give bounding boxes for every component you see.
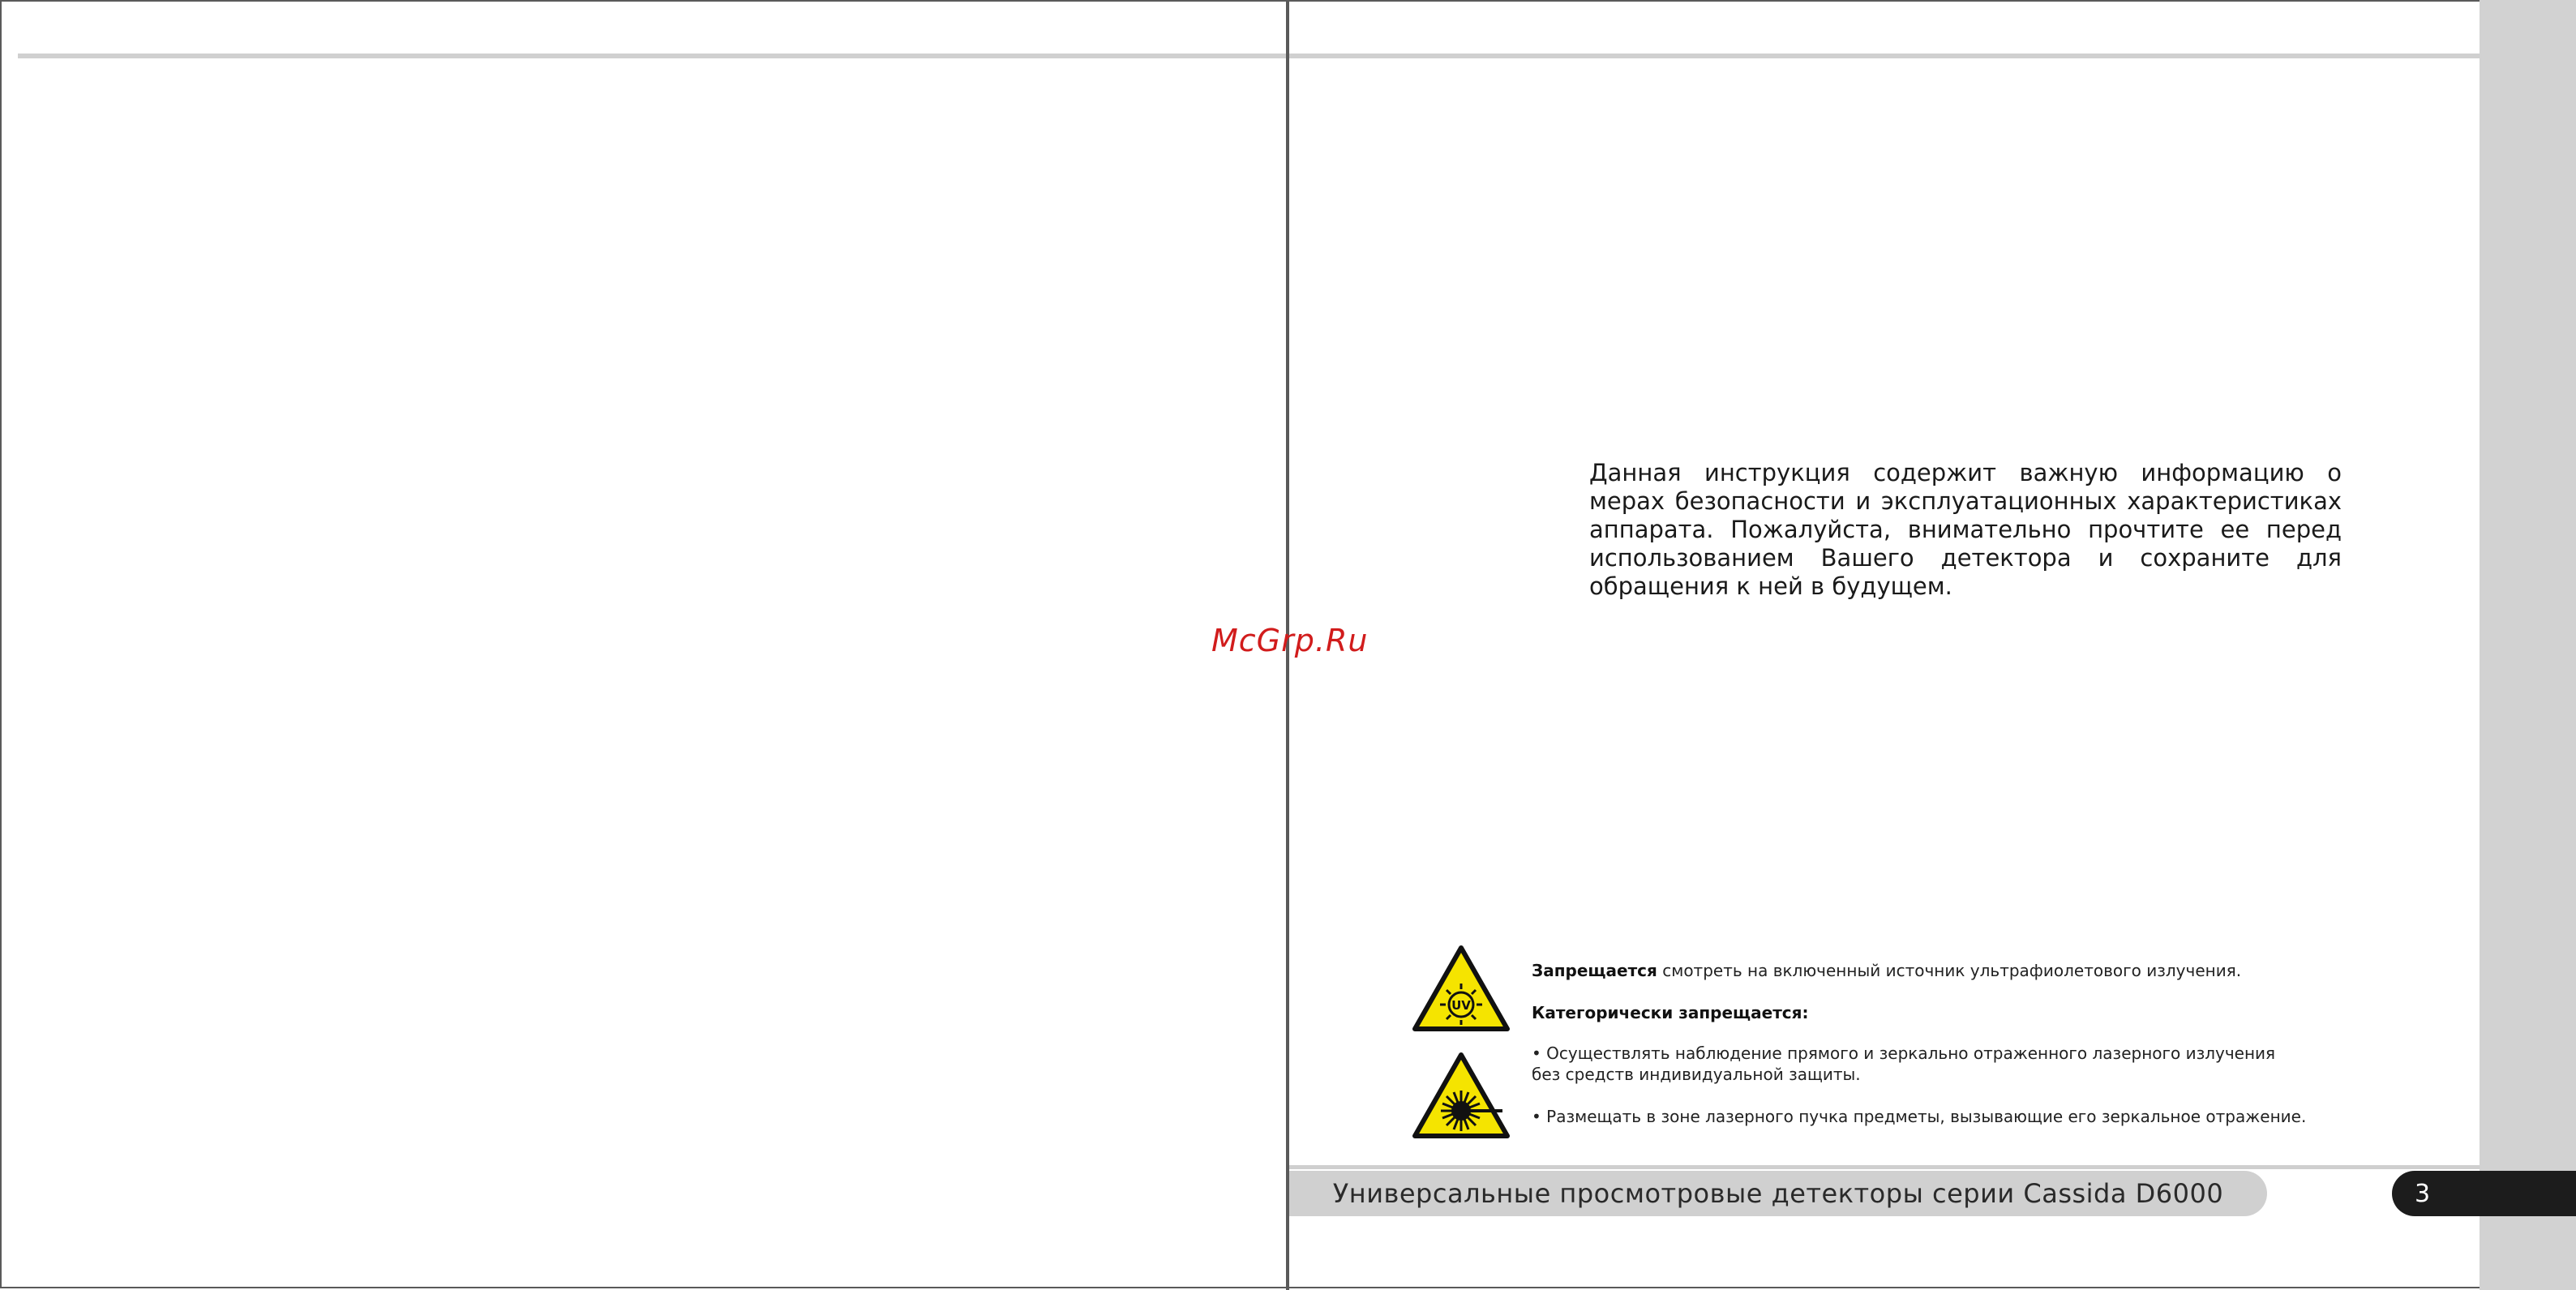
watermark: McGrp.Ru — [1211, 623, 1369, 658]
uv-warning-text — [1532, 960, 2241, 981]
left-page-top-rule — [18, 54, 1286, 58]
uv-warning-bold: Запрещается — [1532, 961, 1657, 980]
laser-warning-item-1-line-1: • Осуществлять наблюдение прямого и зеркально отраженного лазерного излучения — [1532, 1044, 2276, 1063]
footer-title: Универсальные просмотровые детекторы серии Cassida D6000 — [1332, 1178, 2224, 1209]
footer-title-bar — [1289, 1171, 2267, 1216]
uv-sign-label: UV — [1451, 998, 1471, 1013]
laser-radiation-warning-icon — [1412, 1052, 1511, 1139]
laser-warning-item-1 — [1532, 1043, 2294, 1085]
laser-warning-item-2: • Размещать в зоне лазерного пучка предметы, вызывающие его зеркальное отражение. — [1532, 1107, 2307, 1126]
laser-warning-item-1-line-2: без средств индивидуальной защиты. — [1532, 1065, 1861, 1084]
page-number-tab — [2392, 1171, 2576, 1216]
footer-rule — [1289, 1165, 2480, 1169]
uv-radiation-warning-icon — [1412, 945, 1511, 1032]
uv-warning-rest: смотреть на включенный источник ультрафиолетового излучения. — [1657, 961, 2242, 980]
category-heading — [1532, 1002, 1809, 1023]
intro-paragraph: Данная инструкция содержит важную информацию о мерах безопасности и эксплуатационных характеристиках аппарата. Пожалуйста, внимательно прочтите ее перед использованием Вашего детектора и сохраните для обращения к ней в будущем. — [1589, 459, 2342, 600]
page-number: 3 — [2415, 1179, 2431, 1208]
page-edge-strip — [2480, 0, 2576, 1290]
right-page-top-rule — [1289, 54, 2480, 58]
category-heading-bold: Категорически запрещается: — [1532, 1003, 1809, 1022]
